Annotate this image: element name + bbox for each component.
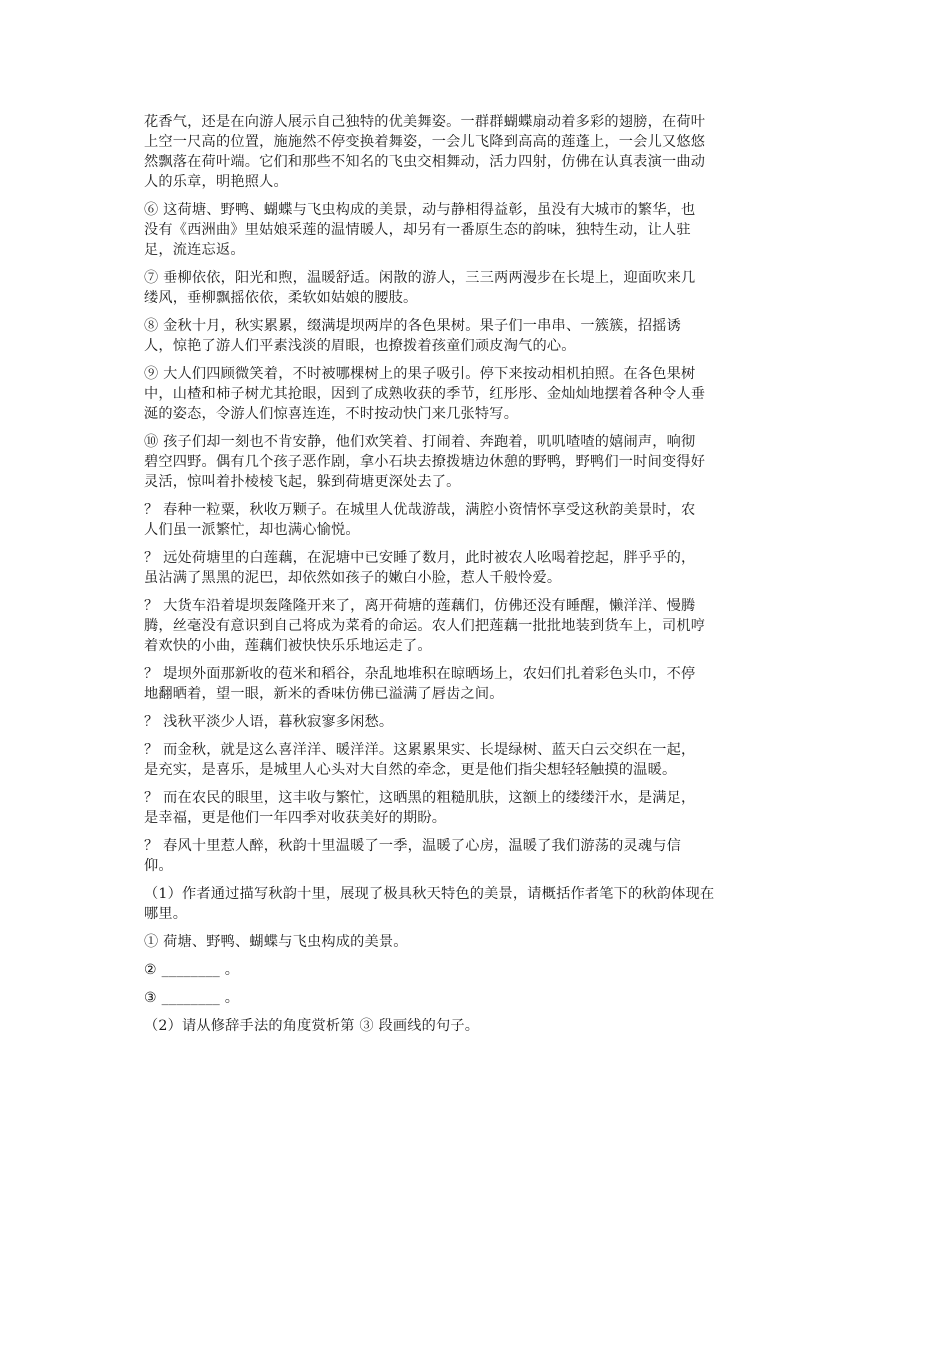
text-line: ？ 堤坝外面那新收的苞米和稻谷，杂乱地堆积在晾晒场上，农妇们扎着彩色头巾，不停	[144, 666, 696, 682]
question-text-line: 哪里。	[144, 906, 188, 922]
text-line: 中，山楂和柿子树尤其抢眼，因到了成熟收获的季节，红彤彤、金灿灿地摆着各种令人垂	[144, 386, 706, 402]
question-text-line: ③ ________ 。	[144, 990, 240, 1006]
text-line: 人们虽一派繁忙，却也满心愉悦。	[144, 522, 360, 538]
paragraph	[144, 316, 744, 356]
text-line: ？ 远处荷塘里的白莲藕，在泥塘中已安睡了数月，此时被农人吆喝着挖起，胖乎乎的，	[144, 550, 696, 566]
text-line: 足，流连忘返。	[144, 242, 245, 258]
text-line: ⑦ 垂柳依依，阳光和煦，温暖舒适。闲散的游人，三三两两漫步在长堤上，迎面吹来几	[144, 270, 696, 286]
article-body	[144, 112, 744, 876]
text-line: ？ 而在农民的眼里，这丰收与繁忙，这晒黑的粗糙肌肤，这额上的缕缕汗水，是满足，	[144, 790, 696, 806]
question-text-line: ① 荷塘、野鸭、蝴蝶与飞虫构成的美景。	[144, 934, 408, 950]
text-line: 地翻晒着，望一眼，新米的香味仿佛已溢满了唇齿之间。	[144, 686, 504, 702]
text-line: 上空一尺高的位置，施施然不停变换着舞姿，一会儿飞降到高高的莲蓬上，一会儿又悠悠	[144, 134, 706, 150]
paragraph	[144, 500, 744, 540]
text-line: 着欢快的小曲，莲藕们被快快乐乐地运走了。	[144, 638, 432, 654]
question-item	[144, 884, 744, 924]
paragraph	[144, 836, 744, 876]
question-text-line: （2）请从修辞手法的角度赏析第 ③ 段画线的句子。	[144, 1018, 480, 1034]
text-line: 仰。	[144, 858, 173, 874]
text-line: ？ 浅秋平淡少人语，暮秋寂寥多闲愁。	[144, 714, 394, 730]
paragraph	[144, 112, 744, 192]
text-line: 腾，丝毫没有意识到自己将成为菜肴的命运。农人们把莲藕一批批地装到货车上，司机哼	[144, 618, 706, 634]
question-section	[144, 884, 744, 1036]
paragraph	[144, 200, 744, 260]
text-line: ⑧ 金秋十月，秋实累累，缀满堤坝两岸的各色果树。果子们一串串、一簇簇，招摇诱	[144, 318, 682, 334]
text-line: ⑨ 大人们四顾微笑着，不时被哪棵树上的果子吸引。停下来按动相机拍照。在各色果树	[144, 366, 696, 382]
text-line: 碧空四野。偶有几个孩子恶作剧，拿小石块去撩拨塘边休憩的野鸭，野鸭们一时间变得好	[144, 454, 706, 470]
text-line: ？ 而金秋，就是这么喜洋洋、暖洋洋。这累累果实、长堤绿树、蓝天白云交织在一起，	[144, 742, 696, 758]
paragraph	[144, 548, 744, 588]
question-item	[144, 988, 744, 1008]
paragraph	[144, 788, 744, 828]
text-line: 涎的姿态，令游人们惊喜连连，不时按动快门来几张特写。	[144, 406, 519, 422]
text-line: 灵活，惊叫着扑棱棱飞起，躲到荷塘更深处去了。	[144, 474, 461, 490]
text-line: ？ 春风十里惹人醉，秋韵十里温暖了一季，温暖了心房，温暖了我们游荡的灵魂与信	[144, 838, 682, 854]
question-item	[144, 960, 744, 980]
text-line: 花香气，还是在向游人展示自己独特的优美舞姿。一群群蝴蝶扇动着多彩的翅膀，在荷叶	[144, 114, 706, 130]
text-line: 人，惊艳了游人们平素浅淡的眉眼，也撩拨着孩童们顽皮淘气的心。	[144, 338, 576, 354]
document-page	[144, 112, 744, 1044]
question-item	[144, 1016, 744, 1036]
text-line: 虽沾满了黑黑的泥巴，却依然如孩子的嫩白小脸，惹人千般怜爱。	[144, 570, 562, 586]
text-line: 缕风，垂柳飘摇依依，柔软如姑娘的腰肢。	[144, 290, 418, 306]
paragraph	[144, 268, 744, 308]
text-line: ⑥ 这荷塘、野鸭、蝴蝶与飞虫构成的美景，动与静相得益彰，虽没有大城市的繁华，也	[144, 202, 696, 218]
text-line: 人的乐章，明艳照人。	[144, 174, 288, 190]
paragraph	[144, 432, 744, 492]
text-line: 是幸福，更是他们一年四季对收获美好的期盼。	[144, 810, 447, 826]
paragraph	[144, 664, 744, 704]
question-text-line: （1）作者通过描写秋韵十里，展现了极具秋天特色的美景，请概括作者笔下的秋韵体现在	[144, 886, 715, 902]
paragraph	[144, 712, 744, 732]
text-line: ？ 春种一粒粟，秋收万颗子。在城里人优哉游哉，满腔小资情怀享受这秋韵美景时，农	[144, 502, 696, 518]
paragraph	[144, 740, 744, 780]
paragraph	[144, 364, 744, 424]
text-line: 是充实，是喜乐，是城里人心头对大自然的牵念，更是他们指尖想轻轻触摸的温暖。	[144, 762, 677, 778]
text-line: 没有《西洲曲》里姑娘采莲的温情暖人，却另有一番原生态的韵味，独特生动，让人驻	[144, 222, 691, 238]
text-line: ⑩ 孩子们却一刻也不肯安静，他们欢笑着、打闹着、奔跑着，叽叽喳喳的嬉闹声，响彻	[144, 434, 696, 450]
paragraph	[144, 596, 744, 656]
text-line: ？ 大货车沿着堤坝轰隆隆开来了，离开荷塘的莲藕们，仿佛还没有睡醒，懒洋洋、慢腾	[144, 598, 696, 614]
question-item	[144, 932, 744, 952]
text-line: 然飘落在荷叶端。它们和那些不知名的飞虫交相舞动，活力四射，仿佛在认真表演一曲动	[144, 154, 706, 170]
question-text-line: ② ________ 。	[144, 962, 240, 978]
